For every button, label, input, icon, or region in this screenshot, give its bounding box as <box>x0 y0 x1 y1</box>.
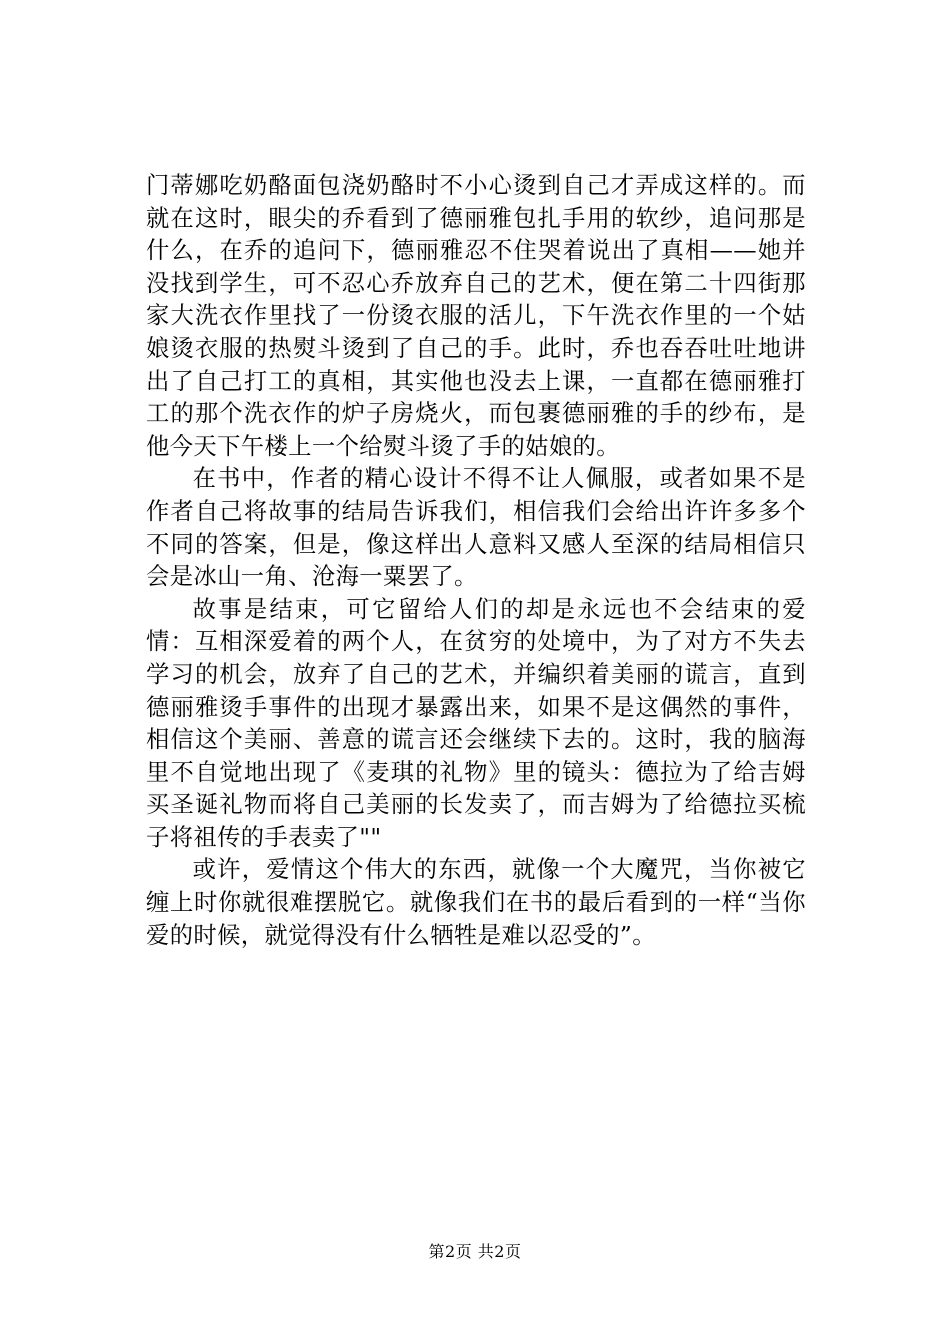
paragraph-continued: 门蒂娜吃奶酪面包浇奶酪时不小心烫到自己才弄成这样的。而就在这时，眼尖的乔看到了德丽雅包扎手用的软纱，追问那是什么，在乔的追问下，德丽雅忍不住哭着说出了真相——她并没找到学生，可不忍心乔放弃自己的艺术，便在第二十四街那家大洗衣作里找了一份烫衣服的活儿，下午洗衣作里的一个姑娘烫衣服的热熨斗烫到了自己的手。此时，乔也吞吞吐吐地讲出了自己打工的真相，其实他也没去上课，一直都在德丽雅打工的那个洗衣作的炉子房烧火，而包裹德丽雅的手的纱布，是他今天下午楼上一个给熨斗烫了手的姑娘的。 <box>146 172 806 460</box>
paragraph: 故事是结束，可它留给人们的却是永远也不会结束的爱情：互相深爱着的两个人，在贫穷的处境中，为了对方不失去学习的机会，放弃了自己的艺术，并编织着美丽的谎言，直到德丽雅烫手事件的出现才暴露出来，如果不是这偶然的事件，相信这个美丽、善意的谎言还会继续下去的。这时，我的脑海里不自觉地出现了《麦琪的礼物》里的镜头：德拉为了给吉姆买圣诞礼物而将自己美丽的长发卖了，而吉姆为了给德拉买梳子将祖传的手表卖了"" <box>146 595 806 851</box>
page-footer: 第2页 共2页 <box>428 1242 522 1261</box>
paragraph: 在书中，作者的精心设计不得不让人佩服，或者如果不是作者自己将故事的结局告诉我们，相信我们会给出许许多多个不同的答案，但是，像这样出人意料又感人至深的结局相信只会是冰山一角、沧海一粟罢了。 <box>146 465 806 591</box>
paragraph: 或许，爱情这个伟大的东西，就像一个大魔咒，当你被它缠上时你就很难摆脱它。就像我们在书的最后看到的一样“当你爱的时候，就觉得没有什么牺牲是难以忍受的”。 <box>146 856 806 949</box>
body-text <box>146 170 806 952</box>
